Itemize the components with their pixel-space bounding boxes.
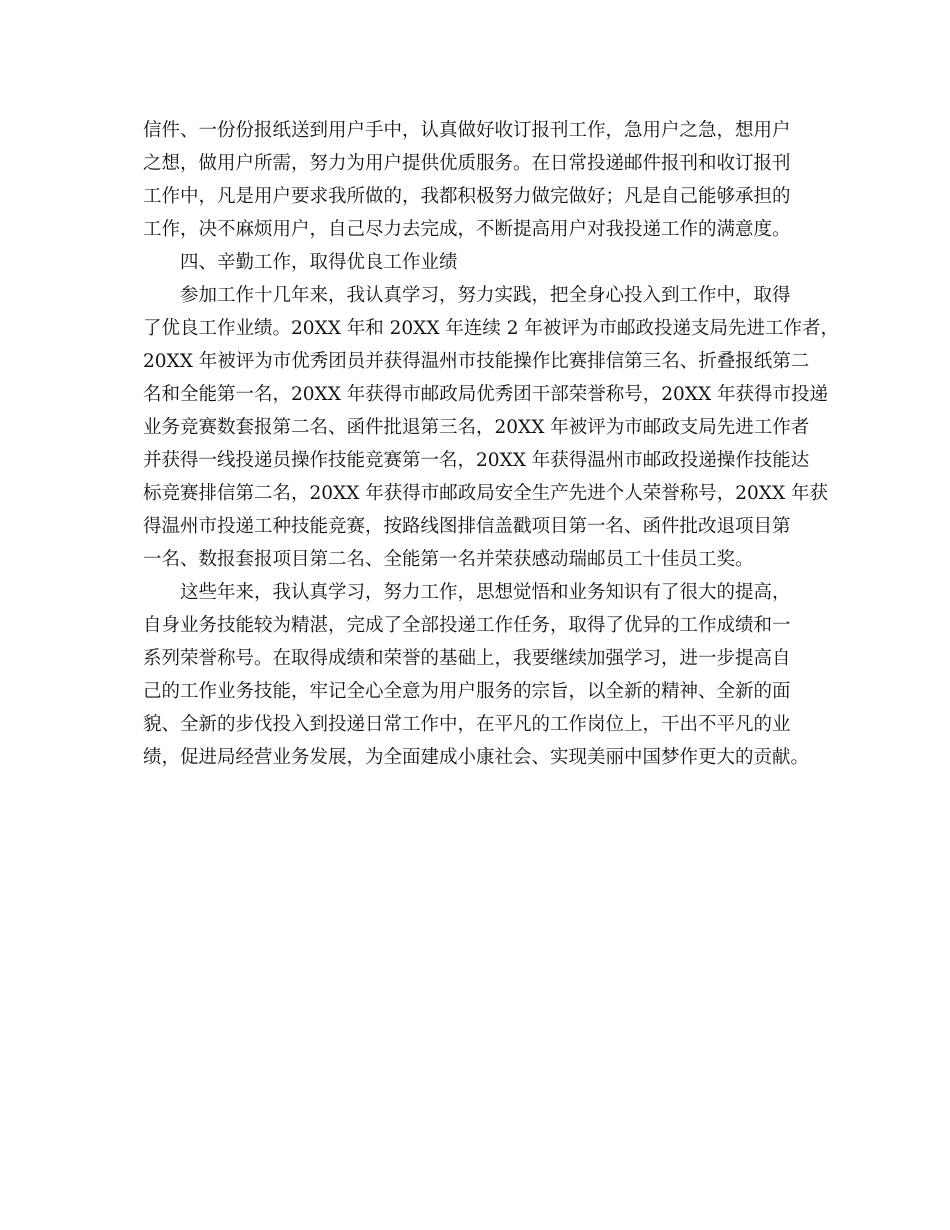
text-line: 貌、全新的步伐投入到投递日常工作中，在平凡的工作岗位上，干出不平凡的业 (143, 714, 791, 735)
text-line: 20XX 年被评为市优秀团员并获得温州市技能操作比赛排信第三名、折叠报纸第二 (143, 351, 810, 372)
text-line: 己的工作业务技能，牢记全心全意为用户服务的宗旨，以全新的精神、全新的面 (143, 681, 791, 702)
section-heading: 四、辛勤工作，取得优良工作业绩 (180, 252, 458, 273)
text-line: 工作中，凡是用户要求我所做的，我都积极努力做完做好；凡是自己能够承担的 (143, 186, 791, 207)
text-line: 绩，促进局经营业务发展，为全面建成小康社会、实现美丽中国梦作更大的贡献。 (143, 747, 810, 768)
document-body (143, 114, 839, 774)
text-line: 业务竞赛数套报第二名、函件批退第三名，20XX 年被评为市邮政支局先进工作者 (143, 417, 810, 438)
text-line: 一名、数报套报项目第二名、全能第一名并荣获感动瑞邮员工十佳员工奖。 (143, 549, 754, 570)
text-line: 之想，做用户所需，努力为用户提供优质服务。在日常投递邮件报刊和收订报刊 (143, 153, 791, 174)
text-line: 这些年来，我认真学习，努力工作，思想觉悟和业务知识有了很大的提高， (180, 582, 791, 603)
text-line: 名和全能第一名，20XX 年获得市邮政局优秀团干部荣誉称号，20XX 年获得市投递 (143, 384, 829, 405)
text-line: 了优良工作业绩。20XX 年和 20XX 年连续 2 年被评为市邮政投递支局先进工作者， (143, 318, 839, 339)
text-line: 并获得一线投递员操作技能竞赛第一名，20XX 年获得温州市邮政投递操作技能达 (143, 450, 810, 471)
text-line: 工作，决不麻烦用户，自己尽力去完成，不断提高用户对我投递工作的满意度。 (143, 219, 791, 240)
text-line: 参加工作十几年来，我认真学习，努力实践，把全身心投入到工作中，取得 (180, 285, 791, 306)
text-line: 得温州市投递工种技能竞赛，按路线图排信盖戳项目第一名、函件批改退项目第 (143, 516, 791, 537)
text-line: 标竞赛排信第二名，20XX 年获得市邮政局安全生产先进个人荣誉称号，20XX 年获 (143, 483, 829, 504)
text-line: 信件、一份份报纸送到用户手中，认真做好收订报刊工作，急用户之急，想用户 (143, 120, 791, 141)
text-line: 自身业务技能较为精湛，完成了全部投递工作任务，取得了优异的工作成绩和一 (143, 615, 791, 636)
text-line: 系列荣誉称号。在取得成绩和荣誉的基础上，我要继续加强学习，进一步提高自 (143, 648, 791, 669)
